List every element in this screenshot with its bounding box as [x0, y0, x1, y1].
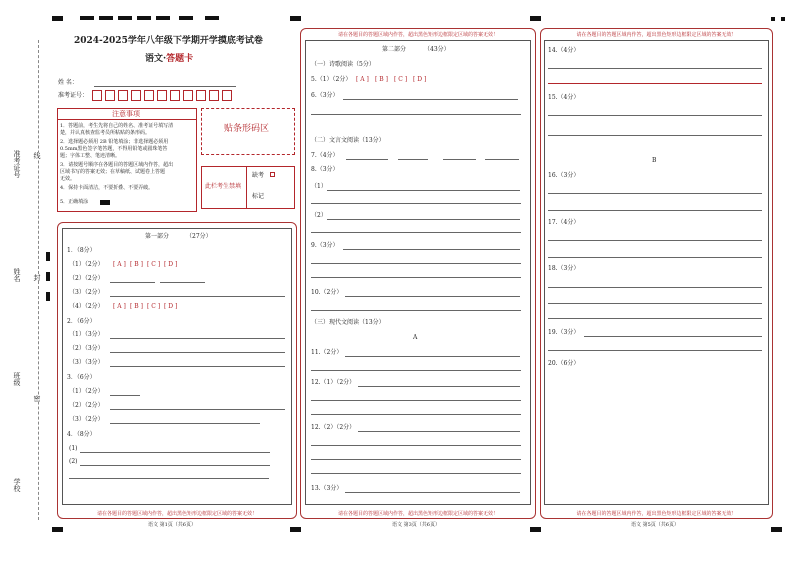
exam-id-box[interactable] — [105, 90, 115, 101]
answer-line[interactable] — [69, 478, 269, 479]
q3-label: 3．（6分） — [67, 374, 96, 381]
answer-line[interactable] — [358, 431, 520, 432]
q18-label: 18.（3分） — [548, 265, 580, 272]
q2-2-label: （2）（3分） — [69, 345, 104, 352]
notice-item: 3．请按题号顺序在各题目的答题区域内作答，超出 — [60, 162, 174, 168]
q5-option-c[interactable]: [ C ] — [394, 76, 408, 83]
notice-item: 区域书写的答案无效；在草稿纸、试题卷上答题 — [60, 169, 166, 175]
part1-title: 第一部分 — [145, 233, 170, 240]
q2-1-label: （1）（3分） — [69, 331, 104, 338]
q1-4-label: （4）（2分） — [69, 303, 104, 310]
q1-4-option-b[interactable]: [ B ] — [130, 303, 143, 310]
page-mark-a: A — [413, 334, 418, 341]
answer-line[interactable] — [548, 240, 762, 241]
exam-id-box[interactable] — [183, 90, 193, 101]
answer-line[interactable] — [548, 350, 762, 351]
q6-label: 6.（3分） — [311, 92, 339, 99]
answer-line[interactable] — [343, 249, 520, 250]
exam-id-box[interactable] — [196, 90, 206, 101]
answer-line[interactable] — [485, 159, 519, 160]
notice-title: 注意事项 — [112, 110, 140, 118]
timing-mark — [290, 16, 301, 21]
q5-option-a[interactable]: [ A ] — [356, 76, 369, 83]
q4-2-label: (2) — [69, 458, 78, 465]
answer-line[interactable] — [110, 409, 285, 410]
q16-label: 16.（3分） — [548, 172, 580, 179]
side-label-name: 姓名 — [13, 268, 21, 282]
q3-3-label: （3）（2分） — [69, 416, 104, 423]
q1-1-option-a[interactable]: [ A ] — [113, 261, 126, 268]
exam-id-box[interactable] — [92, 90, 102, 101]
answer-line[interactable] — [311, 263, 521, 264]
timing-mark — [80, 16, 94, 20]
timing-mark — [530, 527, 541, 532]
q4-label: 4．（8分） — [67, 431, 96, 438]
q1-1-option-b[interactable]: [ B ] — [130, 261, 143, 268]
absent-restricted-label: 此栏考生禁填 — [205, 183, 242, 190]
fill-sample — [100, 200, 110, 205]
q17-label: 17.（4分） — [548, 219, 580, 226]
q5-label: 5.（1）（2分） — [311, 76, 352, 83]
section2-title: （二）文言文阅读（13分） — [311, 137, 385, 144]
q1-1-label: （1）（2分） — [69, 261, 104, 268]
subject-label: 语文 — [145, 54, 164, 64]
exam-id-label: 准考证号： — [58, 92, 89, 99]
part2-inner-frame — [305, 40, 531, 505]
answer-line[interactable] — [110, 395, 140, 396]
part3-banner-top: 请在各题目的答题区域内作答，超出黑色矩形边框限定区域的答案无效！ — [576, 32, 737, 38]
side-mark — [46, 252, 50, 261]
answer-line[interactable] — [160, 282, 205, 283]
exam-id-box[interactable] — [209, 90, 219, 101]
answer-line[interactable] — [548, 115, 762, 116]
answer-line[interactable] — [311, 277, 521, 278]
timing-mark — [52, 16, 63, 21]
q8-1-label: （1） — [311, 183, 327, 190]
answer-line[interactable] — [110, 366, 285, 367]
section3-title: （三）现代文阅读（13分） — [311, 319, 385, 326]
part3-inner-frame — [544, 40, 769, 505]
timing-mark — [156, 16, 170, 20]
q12-1-label: 12.（1）（2分） — [311, 379, 356, 386]
answer-line[interactable] — [80, 452, 270, 453]
timing-mark — [771, 17, 775, 21]
notice-item: 4．保持卡面清洁，不要折叠、不要弄破。 — [60, 185, 154, 191]
answer-line[interactable] — [110, 352, 285, 353]
answer-line[interactable] — [311, 232, 521, 233]
page-mark-b: B — [652, 157, 657, 164]
mark-label: 标记 — [252, 193, 265, 200]
q1-4-option-a[interactable]: [ A ] — [113, 303, 126, 310]
answer-line[interactable] — [548, 287, 762, 288]
q1-label: 1．（8分） — [67, 247, 96, 254]
answer-line[interactable] — [345, 296, 520, 297]
q8-2-label: （2） — [311, 212, 327, 219]
q4-1-label: (1) — [69, 445, 78, 452]
name-line[interactable] — [94, 86, 236, 87]
answer-block-rule — [548, 83, 762, 84]
part1-score: （27分） — [186, 233, 212, 240]
secret-line-label: 密 — [33, 395, 41, 402]
answer-line[interactable] — [548, 193, 762, 194]
q1-4-option-d[interactable]: [ D ] — [164, 303, 178, 310]
q1-1-option-c[interactable]: [ C ] — [147, 261, 161, 268]
q5-option-d[interactable]: [ D ] — [413, 76, 427, 83]
answer-line[interactable] — [345, 356, 520, 357]
part2-title: 第二部分 — [382, 46, 407, 53]
answer-line[interactable] — [548, 318, 762, 319]
timing-mark — [290, 527, 301, 532]
q20-label: 20.（6分） — [548, 360, 580, 367]
barcode-label: 贴条形码区 — [224, 124, 270, 134]
seal-line-label: 封 — [33, 274, 41, 281]
page-footer: 语文 第5页（共6页） — [631, 522, 679, 528]
notice-item: 题；字体工整、笔迹清晰。 — [60, 153, 121, 159]
answer-line[interactable] — [327, 190, 520, 191]
q1-4-option-c[interactable]: [ C ] — [147, 303, 161, 310]
timing-mark — [118, 16, 132, 20]
answer-line[interactable] — [343, 99, 518, 100]
q1-2-label: （2）（2分） — [69, 275, 104, 282]
answer-line[interactable] — [311, 370, 521, 371]
side-mark — [46, 292, 50, 301]
exam-id-box[interactable] — [157, 90, 167, 101]
q1-3-label: （3）（2分） — [69, 289, 104, 296]
answer-line[interactable] — [110, 282, 155, 283]
timing-mark — [781, 17, 785, 21]
exam-id-box[interactable] — [131, 90, 141, 101]
part3-banner: 请在各题目的答题区域内作答，超出黑色矩形边框限定区域的答案无效！ — [576, 511, 737, 517]
answer-line[interactable] — [311, 203, 521, 204]
answer-line[interactable] — [110, 423, 260, 424]
answer-line[interactable] — [346, 159, 388, 160]
side-mark — [46, 272, 50, 281]
notice-item: 无效。 — [60, 176, 76, 182]
answer-line[interactable] — [548, 68, 762, 69]
q15-label: 15.（4分） — [548, 94, 580, 101]
subtitle-separator: · — [163, 54, 167, 64]
answer-line[interactable] — [80, 465, 270, 466]
answer-line[interactable] — [548, 135, 762, 136]
cut-line-label: 线 — [33, 152, 41, 159]
answer-line[interactable] — [110, 296, 285, 297]
page-title: 2024-2025学年八年级下学期开学摸底考试卷 — [74, 36, 263, 46]
timing-mark — [52, 527, 63, 532]
q8-label: 8.（3分） — [311, 166, 339, 173]
side-label-exam-id: 准考证号 — [13, 150, 21, 178]
q3-1-label: （1）（2分） — [69, 388, 104, 395]
answer-line[interactable] — [358, 386, 520, 387]
q9-label: 9.（3分） — [311, 242, 339, 249]
answer-line[interactable] — [327, 219, 520, 220]
answer-card-label: 答题卡 — [166, 54, 194, 64]
answer-line[interactable] — [443, 159, 476, 160]
absent-checkbox[interactable] — [270, 172, 275, 177]
answer-line[interactable] — [584, 336, 762, 337]
absent-label: 缺考 — [252, 172, 265, 179]
notice-item: 楚，并认真核查监考员所粘贴的条形码。 — [60, 130, 151, 136]
q14-label: 14.（4分） — [548, 47, 580, 54]
answer-line[interactable] — [311, 114, 521, 115]
timing-mark — [99, 16, 113, 20]
timing-mark — [179, 16, 193, 20]
side-label-school: 学校 — [13, 478, 21, 492]
part1-banner: 请在各题目的答题区域内作答，超出黑色矩形边框限定区域的答案无效！ — [96, 511, 257, 517]
q12-2-label: 12.（2）（2分） — [311, 424, 356, 431]
answer-line[interactable] — [311, 414, 521, 415]
answer-line[interactable] — [345, 492, 520, 493]
answer-line[interactable] — [311, 400, 521, 401]
notice-item: 0.5mm黑色签字笔答题，不得用铅笔或圆珠笔答 — [60, 146, 168, 152]
answer-line[interactable] — [311, 459, 521, 460]
answer-line[interactable] — [548, 303, 762, 304]
section1-title: （一）诗歌阅读（5分） — [311, 61, 375, 68]
answer-line[interactable] — [311, 473, 521, 474]
q2-3-label: （3）（3分） — [69, 359, 104, 366]
q7-label: 7.（4分） — [311, 152, 339, 159]
answer-line[interactable] — [311, 445, 521, 446]
q11-label: 11.（2分） — [311, 349, 343, 356]
exam-id-box[interactable] — [144, 90, 154, 101]
exam-id-box[interactable] — [118, 90, 128, 101]
q3-2-label: （2）（2分） — [69, 402, 104, 409]
absent-divider — [246, 166, 247, 209]
subtitle — [145, 51, 193, 64]
timing-mark — [530, 16, 541, 21]
answer-line[interactable] — [110, 338, 285, 339]
timing-mark — [205, 16, 219, 20]
name-label: 姓 名： — [58, 79, 78, 86]
notice-item: 1．答题前，考生先将自己的姓名、准考证号填写清 — [60, 123, 174, 129]
part2-banner: 请在各题目的答题区域内作答，超出黑色矩形边框限定区域的答案无效！ — [337, 511, 498, 517]
q10-label: 10.（2分） — [311, 289, 343, 296]
timing-mark — [771, 527, 782, 532]
exam-id-box[interactable] — [170, 90, 180, 101]
part2-banner-top: 请在各题目的答题区域内作答，超出黑色矩形边框限定区域的答案无效！ — [337, 32, 498, 38]
answer-line[interactable] — [311, 310, 521, 311]
side-label-class: 班级 — [13, 372, 21, 386]
q2-label: 2．（6分） — [67, 318, 96, 325]
part2-score: （43分） — [424, 46, 450, 53]
answer-line[interactable] — [548, 257, 762, 258]
page-footer: 语文 第3页（共6页） — [392, 522, 440, 528]
q1-1-option-d[interactable]: [ D ] — [164, 261, 178, 268]
exam-id-box[interactable] — [222, 90, 232, 101]
answer-line[interactable] — [548, 210, 762, 211]
q5-option-b[interactable]: [ B ] — [375, 76, 388, 83]
answer-line[interactable] — [398, 159, 428, 160]
notice-item: 5．正确填涂 — [60, 199, 89, 205]
q13-label: 13.（3分） — [311, 485, 343, 492]
q19-label: 19.（3分） — [548, 329, 580, 336]
notice-title-rule — [57, 119, 197, 120]
notice-item: 2．选择题必须用 2B 铅笔填涂；非选择题必须用 — [60, 139, 169, 145]
timing-mark — [137, 16, 151, 20]
page-footer: 语文 第1页（共6页） — [148, 522, 196, 528]
